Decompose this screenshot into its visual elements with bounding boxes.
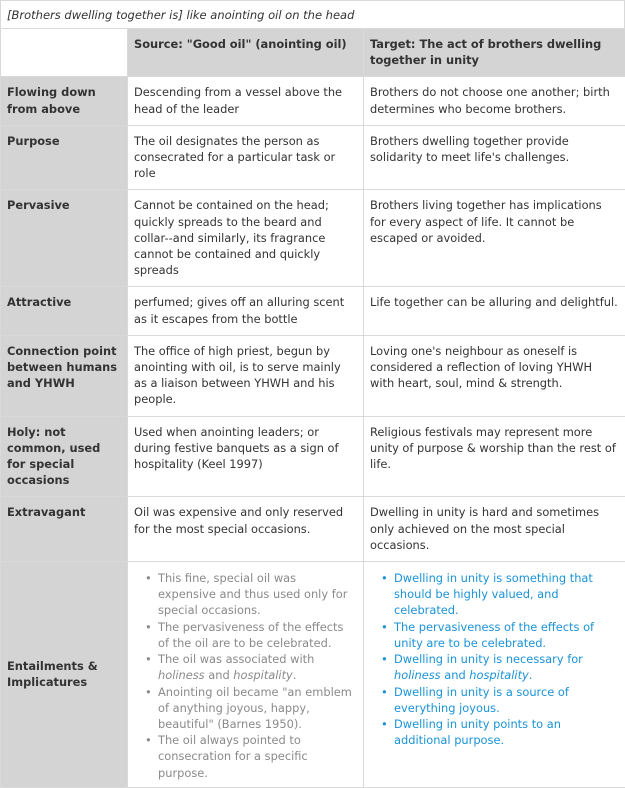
target-entailments-cell: [364, 562, 625, 788]
table-row: [1, 125, 625, 190]
row-label: Entailments & Implicatures: [1, 562, 128, 788]
bullet-icon: •: [381, 716, 388, 732]
bullet-icon: •: [145, 684, 152, 700]
entailments-row: [1, 562, 625, 788]
list-item: • Dwelling in unity is a source of everything joyous.: [370, 684, 619, 716]
target-cell: Brothers living together has implications for every aspect of life. It cannot be escaped or avoided.: [364, 190, 625, 287]
target-cell: Brothers dwelling together provide solidarity to meet life's challenges.: [364, 125, 625, 190]
target-cell: Loving one's neighbour as oneself is considered a reflection of loving YHWH with heart, soul, mind & strength.: [364, 335, 625, 416]
bullet-icon: •: [145, 651, 152, 667]
target-cell: Dwelling in unity is hard and sometimes only achieved on the most special occasions.: [364, 497, 625, 562]
source-cell: Used when anointing leaders; or during festive banquets as a sign of hospitality (Keel 1997): [128, 416, 364, 497]
row-label: Extravagant: [1, 497, 128, 562]
source-cell: Oil was expensive and only reserved for the most special occasions.: [128, 497, 364, 562]
table-row: [1, 190, 625, 287]
list-item: • Dwelling in unity is necessary for holiness and hospitality.: [370, 651, 619, 683]
list-item: • Anointing oil became "an emblem of anything joyous, happy, beautiful" (Barnes 1950).: [134, 684, 357, 733]
row-label: Attractive: [1, 287, 128, 335]
table-row: [1, 77, 625, 125]
list-item: • The pervasiveness of the effects of the oil are to be celebrated.: [134, 619, 357, 651]
bullet-icon: •: [381, 570, 388, 586]
bullet-icon: •: [145, 732, 152, 748]
header-target: Target: The act of brothers dwelling together in unity: [364, 29, 625, 77]
target-entailments-list: [370, 570, 619, 748]
source-cell: Cannot be contained on the head; quickly spreads to the beard and collar--and similarly, its fragrance cannot be contained and quickly spreads: [128, 190, 364, 287]
table-caption: [Brothers dwelling together is] like anointing oil on the head: [0, 0, 625, 28]
list-item: • This fine, special oil was expensive and thus used only for special occasions.: [134, 570, 357, 619]
target-cell: Brothers do not choose one another; birth determines who become brothers.: [364, 77, 625, 125]
table-row: [1, 287, 625, 335]
list-item: • Dwelling in unity points to an additional purpose.: [370, 716, 619, 748]
header-blank-cell: [1, 29, 128, 77]
table-row: [1, 335, 625, 416]
table-row: [1, 416, 625, 497]
list-item: • The pervasiveness of the effects of unity are to be celebrated.: [370, 619, 619, 651]
metaphor-table: [0, 28, 625, 788]
source-cell: Descending from a vessel above the head of the leader: [128, 77, 364, 125]
bullet-icon: •: [381, 619, 388, 635]
target-cell: Religious festivals may represent more unity of purpose & worship than the rest of life.: [364, 416, 625, 497]
list-item: • The oil was associated with holiness and hospitality.: [134, 651, 357, 683]
list-item: • The oil always pointed to consecration for a specific purpose.: [134, 732, 357, 781]
header-source: Source: "Good oil" (anointing oil): [128, 29, 364, 77]
list-item: • Dwelling in unity is something that should be highly valued, and celebrated.: [370, 570, 619, 619]
row-label: Holy: not common, used for special occasions: [1, 416, 128, 497]
source-entailments-list: [134, 570, 357, 781]
table-row: [1, 497, 625, 562]
bullet-icon: •: [381, 684, 388, 700]
source-cell: perfumed; gives off an alluring scent as it escapes from the bottle: [128, 287, 364, 335]
target-cell: Life together can be alluring and delightful.: [364, 287, 625, 335]
bullet-icon: •: [381, 651, 388, 667]
row-label: Pervasive: [1, 190, 128, 287]
source-cell: The office of high priest, begun by anointing with oil, is to serve mainly as a liaison between YHWH and his people.: [128, 335, 364, 416]
row-label: Connection point between humans and YHWH: [1, 335, 128, 416]
row-label: Flowing down from above: [1, 77, 128, 125]
row-label: Purpose: [1, 125, 128, 190]
header-row: [1, 29, 625, 77]
bullet-icon: •: [145, 619, 152, 635]
source-entailments-cell: [128, 562, 364, 788]
source-cell: The oil designates the person as consecrated for a particular task or role: [128, 125, 364, 190]
bullet-icon: •: [145, 570, 152, 586]
